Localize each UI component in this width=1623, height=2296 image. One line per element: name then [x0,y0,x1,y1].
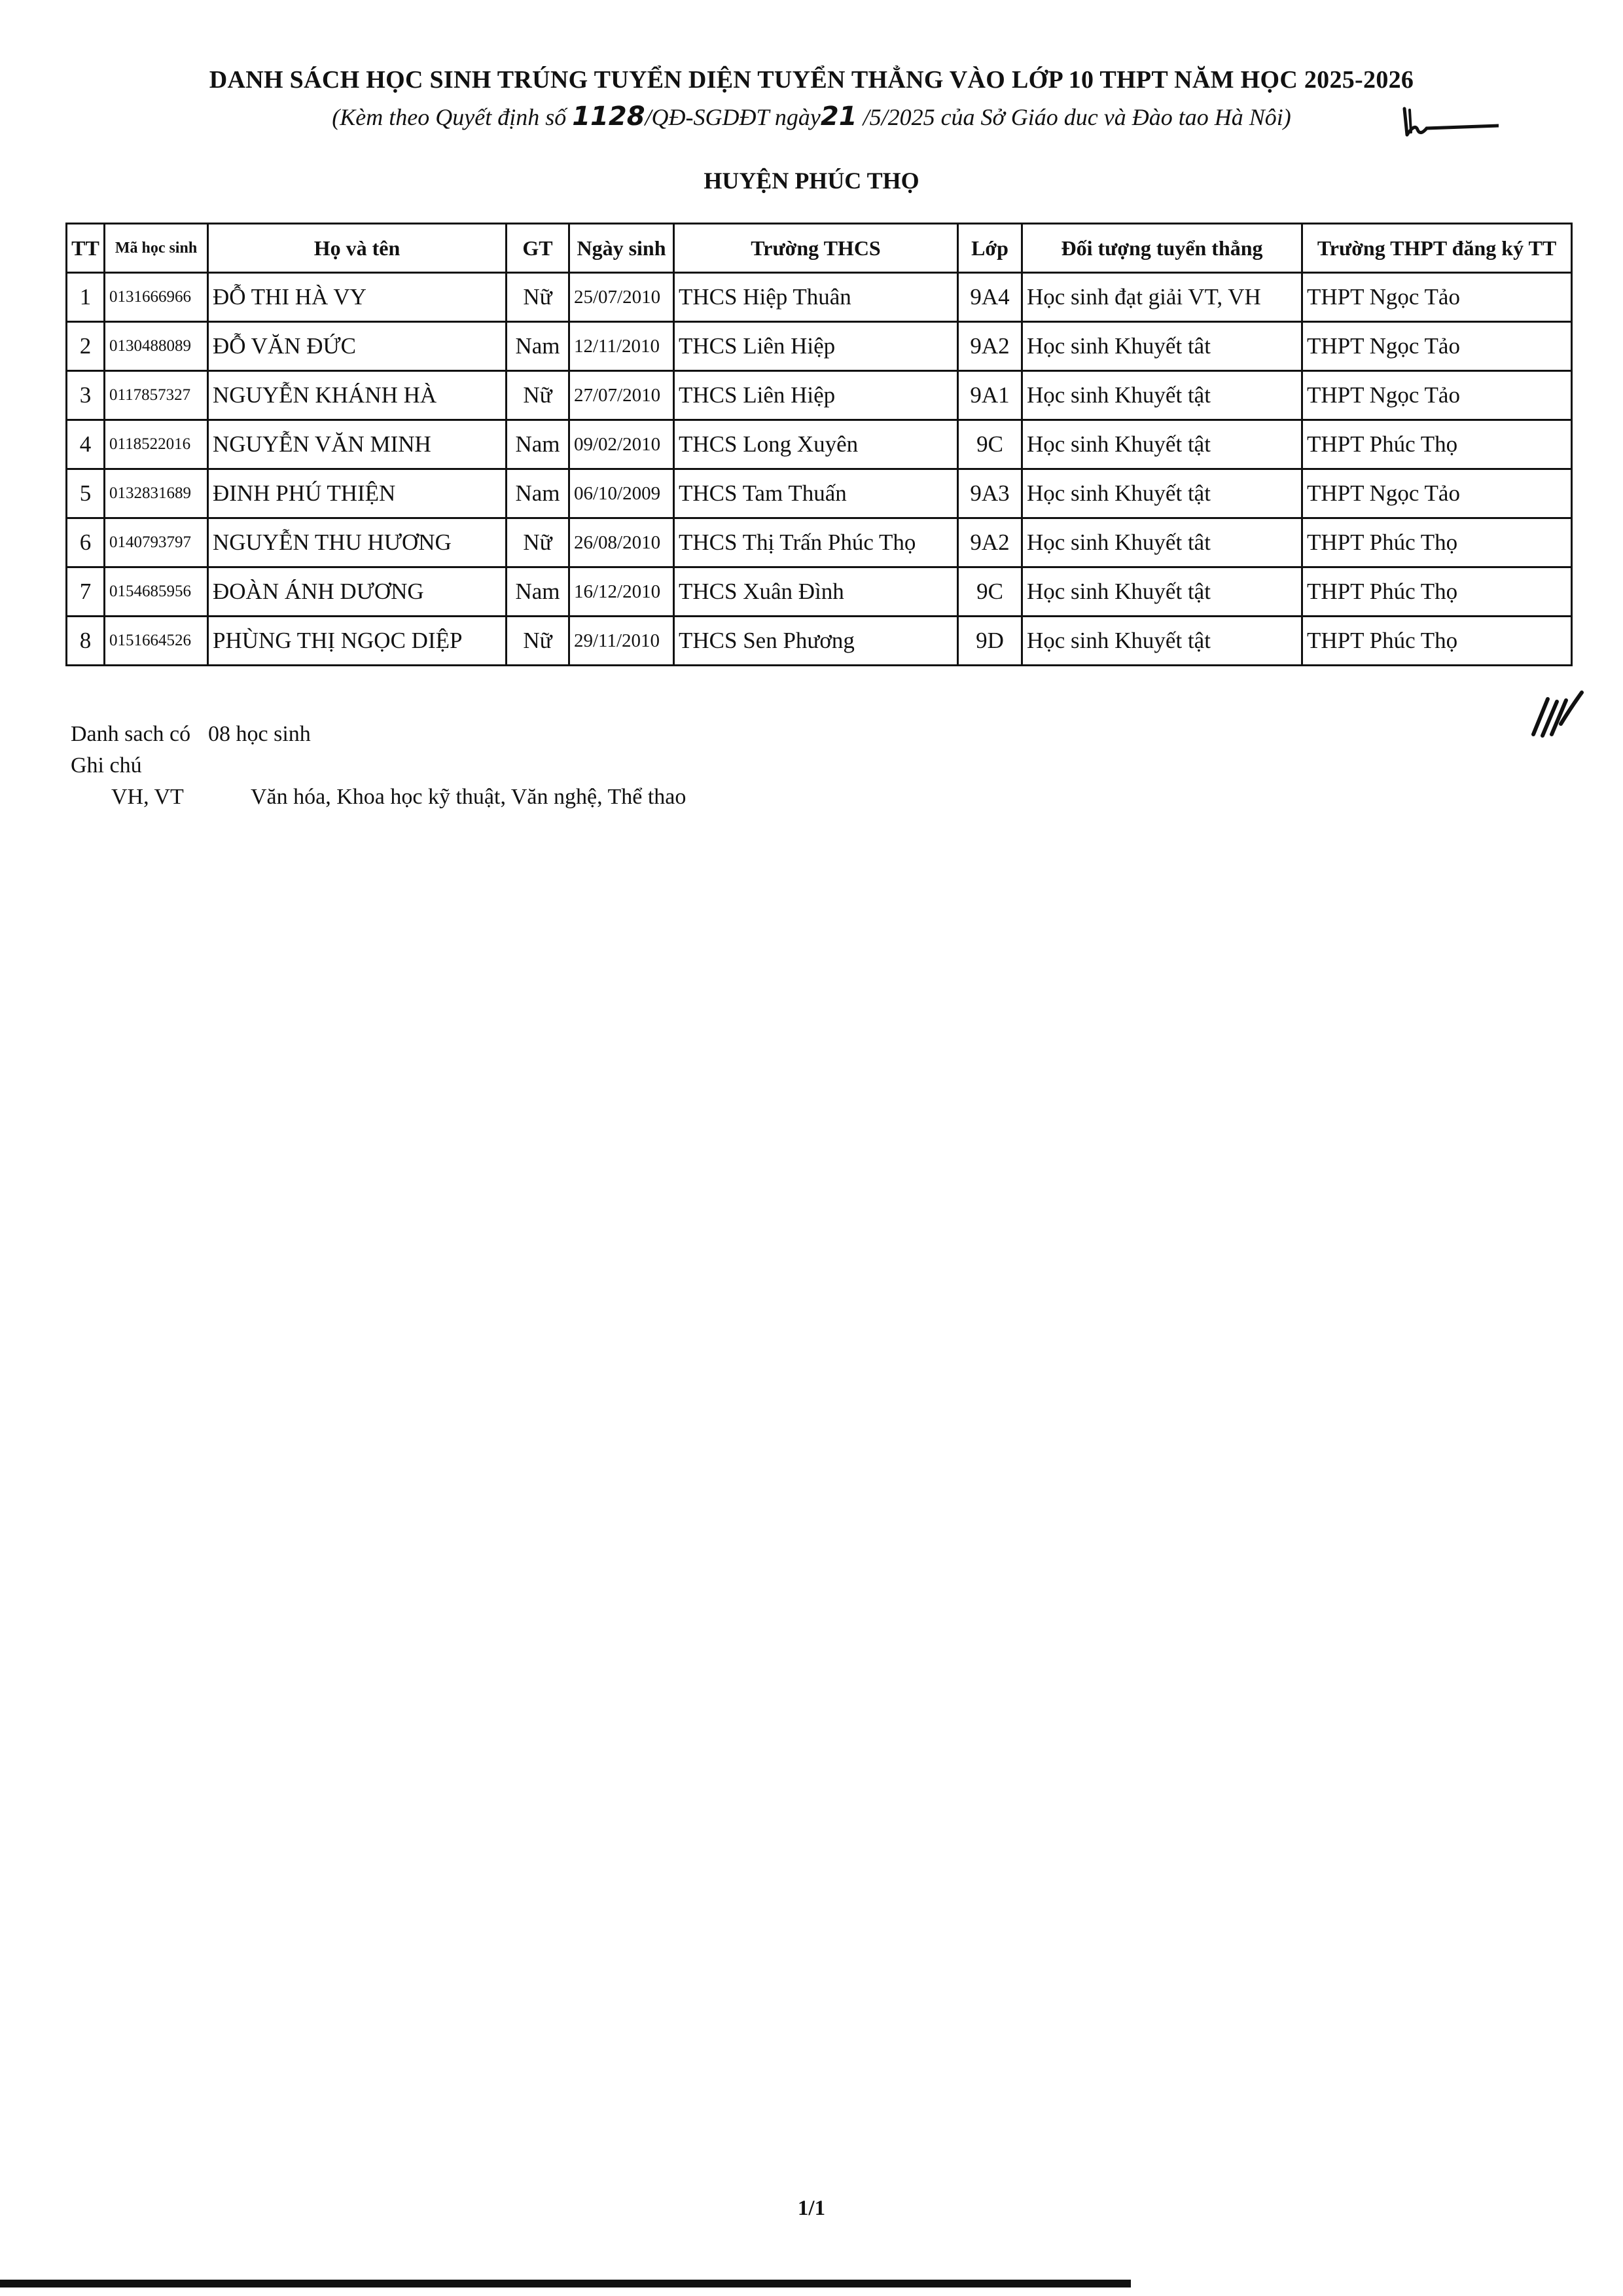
table-row [67,420,1572,469]
cell-gender: Nữ [507,273,569,322]
cell-dob: 26/08/2010 [569,518,674,567]
cell-high-school: THPT Phúc Thọ [1302,420,1572,469]
subtitle-prefix: (Kèm theo Quyết định số [332,104,567,130]
cell-tt: 2 [67,322,105,371]
cell-school: THCS Long Xuyên [674,420,958,469]
decision-number: 1128 [572,101,645,132]
cell-class: 9A1 [958,371,1022,420]
cell-high-school: THPT Ngọc Tảo [1302,322,1572,371]
page-number: 1/1 [797,2197,826,2220]
cell-high-school: THPT Phúc Thọ [1302,617,1572,666]
cell-gender: Nam [507,322,569,371]
cell-name: ĐOÀN ÁNH DƯƠNG [208,567,507,617]
cell-gender: Nam [507,420,569,469]
cell-dob: 25/07/2010 [569,273,674,322]
cell-high-school: THPT Ngọc Tảo [1302,273,1572,322]
cell-category: Học sinh Khuyết tật [1022,469,1302,518]
cell-category: Học sinh Khuyết tật [1022,420,1302,469]
cell-dob: 06/10/2009 [569,469,674,518]
cell-school: THCS Liên Hiệp [674,371,958,420]
cell-student-code: 0130488089 [105,322,208,371]
cell-name: PHÙNG THỊ NGỌC DIỆP [208,617,507,666]
subtitle-mid: /QĐ-SGDĐT ngày [645,104,821,130]
document-title: DANH SÁCH HỌC SINH TRÚNG TUYỂN DIỆN TUYỂN THẲNG VÀO LỚP 10 THPT NĂM HỌC 2025-2026 [209,66,1414,94]
cell-student-code: 0151664526 [105,617,208,666]
cell-student-code: 0140793797 [105,518,208,567]
cell-class: 9C [958,567,1022,617]
col-header-name: Họ và tên [208,224,507,273]
col-header-category: Đối tượng tuyển thẳng [1022,224,1302,273]
cell-gender: Nữ [507,518,569,567]
table-row [67,518,1572,567]
table-row [67,322,1572,371]
cell-school: THCS Xuân Đình [674,567,958,617]
cell-gender: Nam [507,567,569,617]
cell-class: 9D [958,617,1022,666]
table-row [67,273,1572,322]
cell-school: THCS Thị Trấn Phúc Thọ [674,518,958,567]
student-count-label: Danh sach có [71,722,191,746]
abbreviation-key: VH, VT [111,785,184,809]
cell-tt: 6 [67,518,105,567]
cell-category: Học sinh đạt giải VT, VH [1022,273,1302,322]
cell-category: Học sinh Khuyết tật [1022,371,1302,420]
cell-school: THCS Hiệp Thuân [674,273,958,322]
document-subtitle [0,101,1623,132]
student-count-line [71,719,686,750]
cell-tt: 7 [67,567,105,617]
cell-tt: 1 [67,273,105,322]
cell-dob: 16/12/2010 [569,567,674,617]
cell-name: ĐỖ THI HÀ VY [208,273,507,322]
cell-name: NGUYỄN VĂN MINH [208,420,507,469]
note-line [71,750,686,781]
cell-high-school: THPT Phúc Thọ [1302,518,1572,567]
cell-category: Học sinh Khuyết tât [1022,518,1302,567]
cell-name: ĐỖ VĂN ĐỨC [208,322,507,371]
cell-school: THCS Liên Hiệp [674,322,958,371]
cell-class: 9A2 [958,518,1022,567]
cell-dob: 09/02/2010 [569,420,674,469]
footer-notes [71,719,686,813]
cell-name: ĐINH PHÚ THIỆN [208,469,507,518]
col-header-tt: TT [67,224,105,273]
cell-class: 9A3 [958,469,1022,518]
cell-class: 9A4 [958,273,1022,322]
note-label: Ghi chú [71,753,142,778]
subtitle-suffix: /5/2025 của Sở Giáo duc và Đào tao Hà Nôi) [863,104,1291,130]
cell-high-school: THPT Phúc Thọ [1302,567,1572,617]
admission-table [65,223,1573,666]
col-header-student-code: Mã học sinh [105,224,208,273]
cell-name: NGUYỄN KHÁNH HÀ [208,371,507,420]
cell-student-code: 0154685956 [105,567,208,617]
table-header-row [67,224,1572,273]
cell-dob: 29/11/2010 [569,617,674,666]
cell-tt: 3 [67,371,105,420]
col-header-dob: Ngày sinh [569,224,674,273]
cell-category: Học sinh Khuyết tật [1022,567,1302,617]
cell-high-school: THPT Ngọc Tảo [1302,469,1572,518]
cell-gender: Nữ [507,371,569,420]
cell-name: NGUYỄN THU HƯƠNG [208,518,507,567]
table-row [67,567,1572,617]
cell-gender: Nam [507,469,569,518]
cell-student-code: 0117857327 [105,371,208,420]
col-header-gender: GT [507,224,569,273]
cell-gender: Nữ [507,617,569,666]
cell-student-code: 0132831689 [105,469,208,518]
cell-tt: 8 [67,617,105,666]
decision-day: 21 [820,101,857,132]
cell-dob: 12/11/2010 [569,322,674,371]
table-row [67,469,1572,518]
cell-tt: 4 [67,420,105,469]
district-heading: HUYỆN PHÚC THỌ [704,168,919,194]
initial-signature-top [1400,103,1499,143]
abbreviation-value: Văn hóa, Khoa học kỹ thuật, Văn nghệ, Thể thao [251,785,687,809]
col-header-secondary-school: Trường THCS [674,224,958,273]
cell-category: Học sinh Khuyết tât [1022,322,1302,371]
cell-school: THCS Sen Phương [674,617,958,666]
cell-category: Học sinh Khuyết tật [1022,617,1302,666]
cell-dob: 27/07/2010 [569,371,674,420]
cell-student-code: 0118522016 [105,420,208,469]
cell-high-school: THPT Ngọc Tảo [1302,371,1572,420]
col-header-class: Lớp [958,224,1022,273]
cell-school: THCS Tam Thuấn [674,469,958,518]
table-row [67,371,1572,420]
table-row [67,617,1572,666]
initial-signature-right [1528,687,1584,740]
student-count-value: 08 học sinh [208,722,311,746]
cell-class: 9A2 [958,322,1022,371]
bottom-scan-rule [0,2280,1131,2287]
abbreviation-line [71,781,686,813]
cell-student-code: 0131666966 [105,273,208,322]
col-header-high-school: Trường THPT đăng ký TT [1302,224,1572,273]
cell-tt: 5 [67,469,105,518]
cell-class: 9C [958,420,1022,469]
